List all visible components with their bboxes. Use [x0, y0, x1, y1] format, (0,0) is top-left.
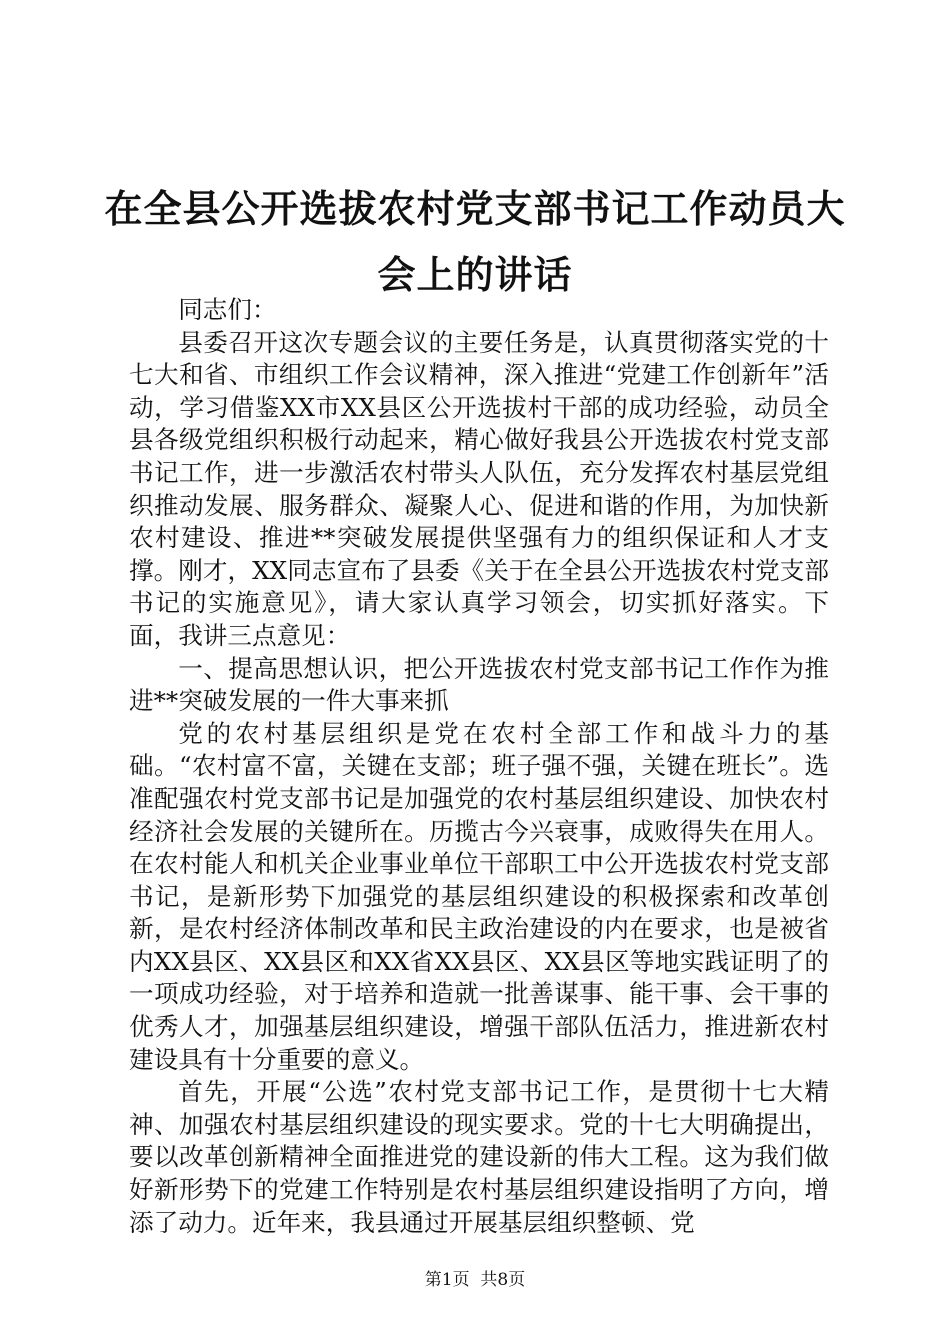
- paragraph-intro: 县委召开这次专题会议的主要任务是，认真贯彻落实党的十七大和省、市组织工作会议精神，深入推进“党建工作创新年”活动，学习借鉴XX市XX县区公开选拔村干部的成功经验，动员全县各级党组织积极行动起来，精心做好我县公开选拔农村党支部书记工作，进一步激活农村带头人队伍，充分发挥农村基层党组织推动发展、服务群众、凝聚人心、促进和谐的作用，为加快新农村建设、推进**突破发展提供坚强有力的组织保证和人才支撑。刚才，XX同志宣布了县委《关于在全县公开选拔农村党支部书记的实施意见》，请大家认真学习领会，切实抓好落实。下面，我讲三点意见：: [129, 327, 829, 650]
- salutation: 同志们：: [178, 295, 277, 324]
- paragraph-section-1: 党的农村基层组织是党在农村全部工作和战斗力的基础。“农村富不富，关键在支部；班子强不强，关键在班长”。选准配强农村党支部书记是加强党的农村基层组织建设、加快农村经济社会发展的关键所在。历揽古今兴衰事，成败得失在用人。在农村能人和机关企业事业单位干部职工中公开选拔农村党支部书记，是新形势下加强党的基层组织建设的积极探索和改革创新，是农村经济体制改革和民主政治建设的内在要求，也是被省内XX县区、XX县区和XX省XX县区、XX县区等地实践证明了的一项成功经验，对于培养和造就一批善谋事、能干事、会干事的优秀人才，加强基层组织建设，增强干部队伍活力，推进新农村建设具有十分重要的意义。: [129, 718, 829, 1074]
- section-heading-1: 一、提高思想认识，把公开选拔农村党支部书记工作作为推进**突破发展的一件大事来抓: [129, 653, 829, 716]
- document-title: 在全县公开选拔农村党支部书记工作动员大会上的讲话: [104, 187, 846, 297]
- document-body: [129, 294, 829, 1239]
- page-number: 第1页 共8页: [424, 1270, 526, 1290]
- paragraph-first-point: 首先，开展“公选”农村党支部书记工作，是贯彻十七大精神、加强农村基层组织建设的现实要求。党的十七大明确提出，要以改革创新精神全面推进党的建设新的伟大工程。这为我们做好新形势下的党建工作特别是农村基层组织建设指明了方向，增添了动力。近年来，我县通过开展基层组织整顿、党: [129, 1077, 829, 1237]
- page-footer: [0, 1270, 950, 1290]
